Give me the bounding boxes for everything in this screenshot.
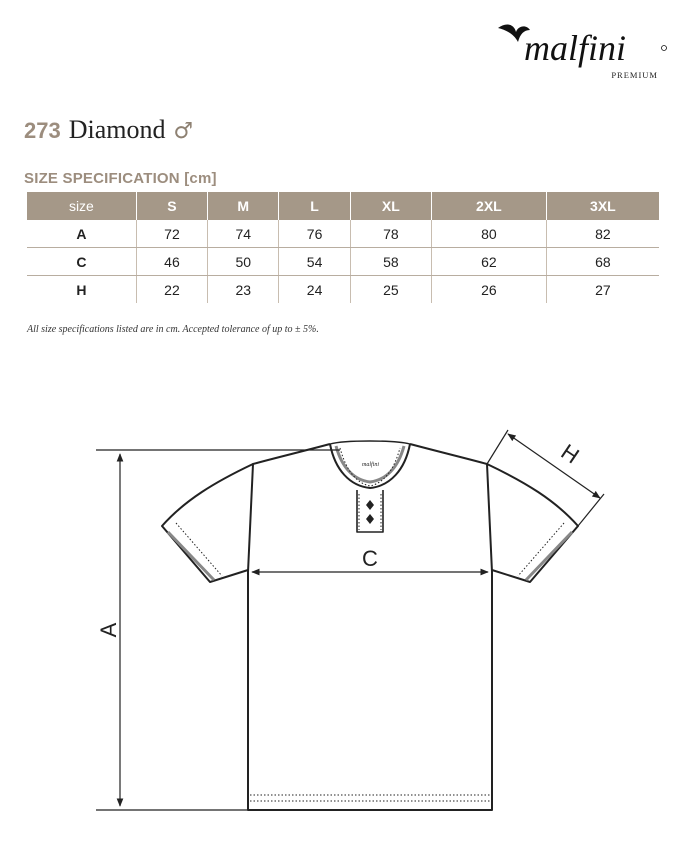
logo-premium-tag: PREMIUM — [611, 70, 658, 80]
header-size: size — [27, 192, 136, 220]
table-cell: 76 — [279, 220, 350, 248]
header-2xl: 2XL — [432, 192, 547, 220]
header-s: S — [136, 192, 207, 220]
table-cell: 58 — [350, 248, 431, 276]
table-cell: 78 — [350, 220, 431, 248]
dimension-a — [96, 450, 340, 810]
neck-label-logo: malfini — [362, 462, 380, 468]
product-name: Diamond — [68, 115, 166, 144]
size-header-row — [27, 192, 659, 220]
table-cell: 23 — [208, 276, 279, 304]
table-cell: 80 — [432, 220, 547, 248]
product-title — [24, 114, 193, 148]
table-cell: 50 — [208, 248, 279, 276]
garment-diagram — [0, 420, 686, 820]
row-label: C — [27, 248, 136, 276]
brand-logo — [496, 20, 672, 84]
table-cell: 25 — [350, 276, 431, 304]
header-3xl: 3XL — [546, 192, 659, 220]
tolerance-note: All size specifications listed are in cm. Accepted tolerance of up to ± 5%. — [27, 324, 319, 335]
row-label: A — [27, 220, 136, 248]
male-icon: ♂ — [173, 119, 194, 144]
table-cell: 26 — [432, 276, 547, 304]
button-icons — [366, 500, 374, 524]
spec-heading: SIZE SPECIFICATION [cm] — [24, 170, 217, 187]
table-cell: 46 — [136, 248, 207, 276]
label-h: H — [556, 438, 584, 469]
table-cell: 24 — [279, 276, 350, 304]
table-cell: 22 — [136, 276, 207, 304]
row-label: H — [76, 281, 87, 298]
label-c: C — [362, 546, 378, 571]
table-row — [27, 220, 659, 248]
table-cell: 27 — [546, 276, 659, 304]
table-row — [27, 248, 659, 276]
table-cell: 62 — [432, 248, 547, 276]
table-cell: 68 — [546, 248, 659, 276]
table-row — [27, 276, 659, 304]
label-a: A — [96, 622, 121, 638]
dimension-h — [487, 430, 604, 526]
table-cell: 72 — [136, 220, 207, 248]
malfini-logo-mark — [496, 20, 672, 68]
size-table — [27, 192, 659, 303]
header-m: M — [208, 192, 279, 220]
logo-wordmark: malfini — [524, 28, 627, 68]
table-cell: 74 — [208, 220, 279, 248]
polo-shirt-illustration — [162, 441, 578, 810]
header-l: L — [279, 192, 350, 220]
table-cell: 54 — [279, 248, 350, 276]
product-code: 273 — [24, 118, 61, 143]
header-xl: XL — [350, 192, 431, 220]
table-cell: 82 — [546, 220, 659, 248]
